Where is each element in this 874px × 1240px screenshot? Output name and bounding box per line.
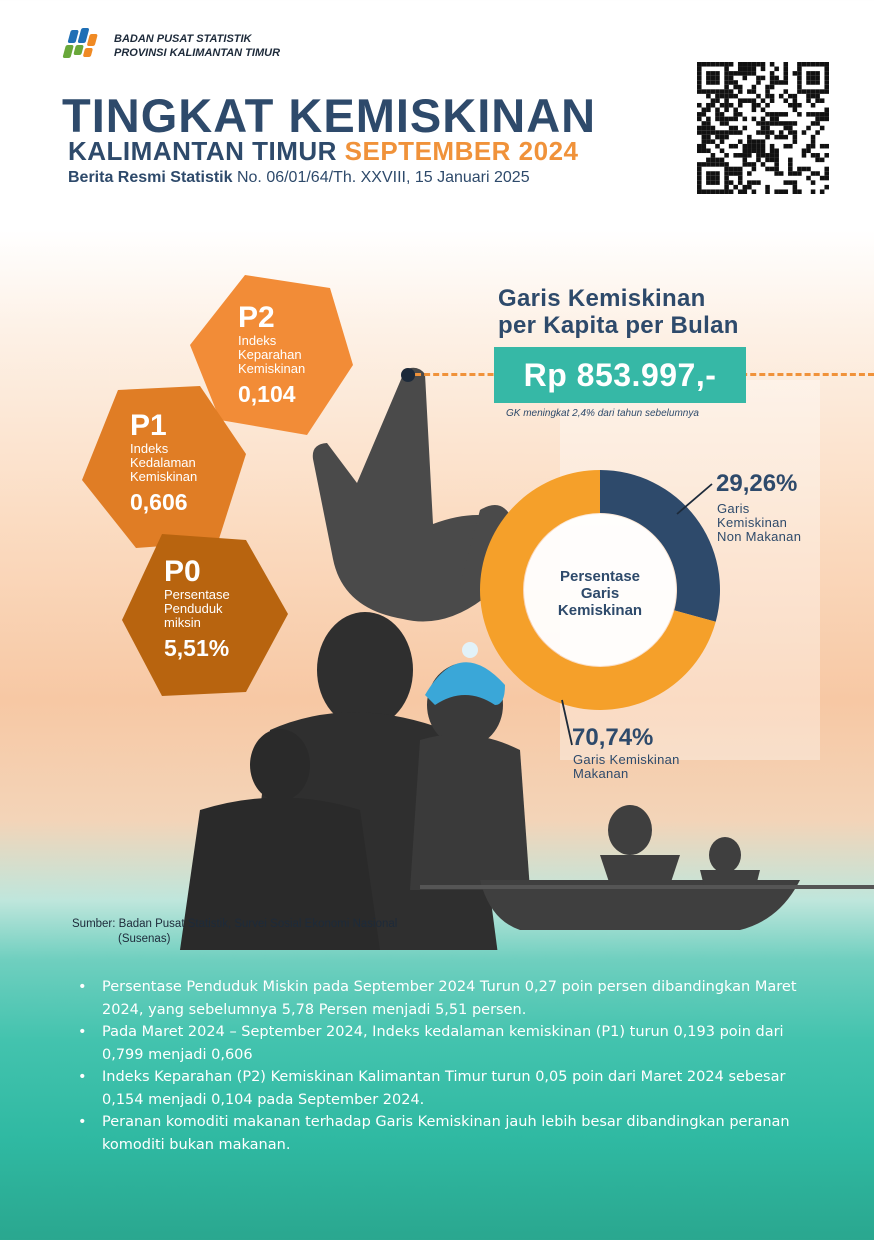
slice-nonfood-label-1: Garis <box>717 501 750 516</box>
poverty-line-value: Rp 853.997,- <box>494 347 746 403</box>
indicator-p2-code: P2 <box>238 301 275 334</box>
agency-line-1: BADAN PUSAT STATISTIK <box>114 33 252 45</box>
release-reference <box>68 169 530 187</box>
slice-nonfood-label-3: Non Makanan <box>717 529 802 544</box>
poverty-line-title <box>498 285 739 339</box>
poverty-line-note: GK meningkat 2,4% dari tahun sebelumnya <box>506 408 699 419</box>
indicator-p1-label-3: Kemiskinan <box>130 469 198 484</box>
indicator-p2-label-1: Indeks <box>238 333 277 348</box>
slice-food-label-1: Garis Kemiskinan <box>573 752 680 767</box>
poverty-line-title-2: per Kapita per Bulan <box>498 312 739 339</box>
poverty-line-title-1: Garis Kemiskinan <box>498 285 706 312</box>
slice-food-label <box>573 753 680 781</box>
slice-food-label-2: Makanan <box>573 766 629 781</box>
slice-nonfood-value: 29,26% <box>716 470 798 497</box>
highlight-item: • Peranan komoditi makanan terhadap Garis Kemiskinan jauh lebih besar dibandingkan peranan komoditi bukan makanan. <box>78 1111 818 1156</box>
donut-title-line-1: Persentase <box>559 568 641 585</box>
page-subtitle <box>68 136 579 167</box>
agency-name <box>114 32 280 60</box>
source-note <box>72 917 397 947</box>
highlight-item: • Pada Maret 2024 – September 2024, Indeks kedalaman kemiskinan (P1) turun 0,193 poin dari 0,799 menjadi 0,606 <box>78 1021 818 1066</box>
slice-food-value: 70,74% <box>572 724 654 751</box>
donut-title-line-2: Garis <box>580 585 620 602</box>
donut-center-title <box>530 568 670 619</box>
indicator-p2-label-3: Kemiskinan <box>238 361 306 376</box>
qr-code-icon[interactable] <box>697 62 829 194</box>
indicator-p0-label-1: Persentase <box>164 587 230 602</box>
highlights-list <box>78 976 818 1156</box>
highlight-item: • Indeks Keparahan (P2) Kemiskinan Kalimantan Timur turun 0,05 poin dari Maret 2024 sebesar 0,154 menjadi 0,104 pada September 2024. <box>78 1066 818 1111</box>
page-title: TINGKAT KEMISKINAN <box>62 89 597 142</box>
poverty-line-marker <box>401 368 415 382</box>
brs-label: Berita Resmi Statistik <box>68 169 233 186</box>
subtitle-period: SEPTEMBER 2024 <box>344 136 579 166</box>
indicator-p1-code: P1 <box>130 409 167 442</box>
indicator-p2-value: 0,104 <box>238 381 296 407</box>
indicator-p0-label-3: miksin <box>164 615 201 630</box>
donut-title-line-3: Kemiskinan <box>557 602 643 619</box>
indicator-p0-label-2: Penduduk <box>164 601 223 616</box>
slice-nonfood-label-2: Kemiskinan <box>717 515 788 530</box>
bps-logo-icon <box>62 26 106 64</box>
slice-nonfood-label <box>717 502 801 544</box>
indicator-p0-code: P0 <box>164 555 201 588</box>
indicator-p1-label-1: Indeks <box>130 441 169 456</box>
indicator-p2-label-2: Keparahan <box>238 347 302 362</box>
indicator-p1-value: 0,606 <box>130 489 188 515</box>
indicator-p0-value: 5,51% <box>164 635 230 661</box>
subtitle-region: KALIMANTAN TIMUR <box>68 136 337 166</box>
source-line-2: (Susenas) <box>118 933 171 945</box>
indicator-p1-label-2: Kedalaman <box>130 455 196 470</box>
highlight-item: • Persentase Penduduk Miskin pada September 2024 Turun 0,27 poin persen dibandingkan Maret 2024, yang sebelumnya 5,78 Persen menjadi 5,51 persen. <box>78 976 818 1021</box>
brs-number: No. 06/01/64/Th. XXVIII, 15 Januari 2025 <box>236 169 530 186</box>
source-line-1: Sumber: Badan Pusat Statistik, Survei Sosial Ekonomi Nasional <box>72 918 398 930</box>
agency-line-2: PROVINSI KALIMANTAN TIMUR <box>114 47 281 59</box>
